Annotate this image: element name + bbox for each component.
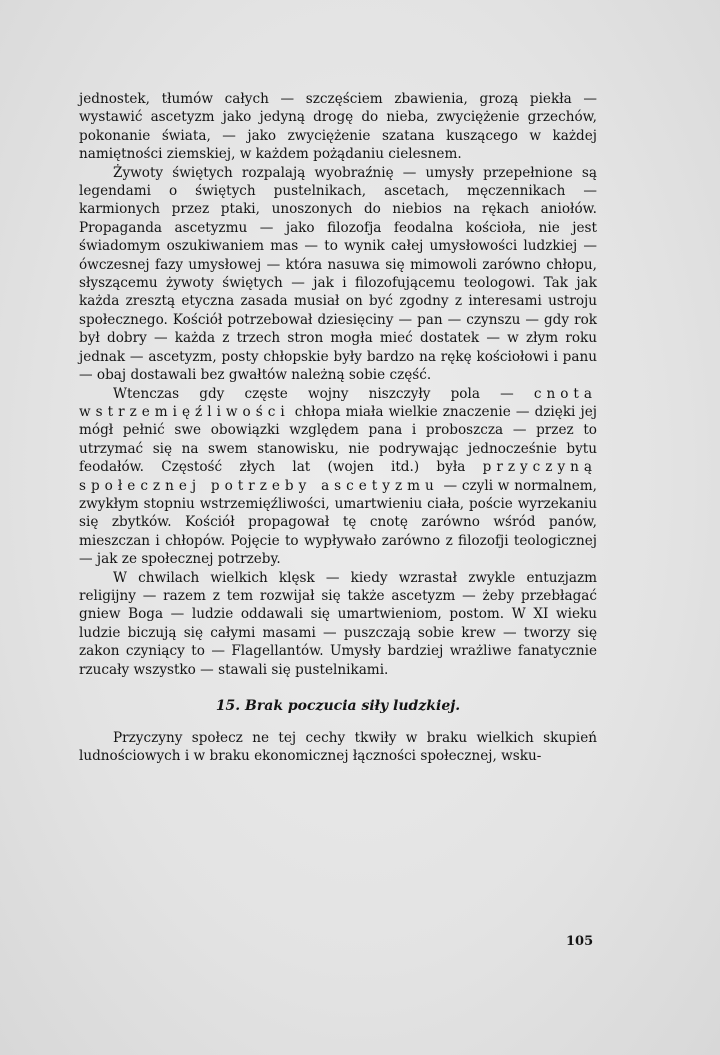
paragraph-w-chwilach: W chwilach wielkich klęsk — kiedy wzrastał zwykle entuzjazm religijny — razem z tem rozwijał się także ascetyzm — żeby przebłagać gniew Boga — ludzie oddawali się umartwieniom, postom. W XI wieku ludzie biczują się całymi masami — puszczają sobie krew — tworzy się zakon czyniący to — Flagellantów. Umysły bardziej wrażliwe fanatycznie rzucały wszystko — stawali się pustelnikami. xyxy=(79,569,597,678)
paragraph-zywoty-swietych: Żywoty świętych rozpalają wyobraźnię — umysły przepełnione są legendami o świętych pustelnikach, ascetach, męczennikach — karmionych przez ptaki, unoszonych do niebios na rękach aniołów. Propaganda ascetyzmu — jako filozofja feodalna kościoła, nie jest świadomym oszukiwaniem mas — to wynik całej umysłowości ludzkiej — ówczesnej fazy umysłowej — która nasuwa się mimowoli zarówno chłopu, słyszącemu żywoty świętych — jak i filozofującemu teologowi. Tak jak każda zresztą etyczna zasada musiał on być zgodny z interesami ustroju społecznego. Kościół potrzebował dziesięciny — pan — czynszu — gdy rok był dobry — każda z trzech stron mogła mieć dostatek — w złym roku jednak — ascetyzm, posty chłopskie były bardzo na rękę kościołowi i panu — obaj dostawali bez gwałtów należną sobie część. xyxy=(79,164,597,384)
paragraph-text-segment: chłopa miała wielkie znaczenie — dzięki jej mógł pełnić swe obowiązki względem pana i proboszcza — przez to utrzymać się na swem stanowisku, nie podrywając jednocześnie bytu feodałów. Częstość złych lat (wojen itd.) była xyxy=(79,403,597,476)
paragraph-text-segment: Wtenczas gdy częste wojny niszczyły pola — xyxy=(113,385,534,402)
page-number: 105 xyxy=(566,934,594,949)
paragraph-wtenczas xyxy=(79,385,597,569)
paragraph-continued: jednostek, tłumów całych — szczęściem zbawienia, grozą piekła — wystawić ascetyzm jako jedyną drogę do nieba, zwyciężenie grzechów, pokonanie świata, — jako zwyciężenie szatana kuszącego w każdej namiętności ziemskiej, w każdem pożądaniu cielesnem. xyxy=(79,91,597,163)
page-body-text xyxy=(79,90,597,766)
emphasized-phrase-przyczyna: przyczyną społecznej potrzeby ascetyzmu xyxy=(79,459,597,494)
paragraph-przyczyny: Przyczyny społecz ne tej cechy tkwiły w braku wielkich skupień ludnościowych i w braku ekonomicznej łączności społecznej, wsku- xyxy=(79,730,597,765)
paragraph-text-segment: — czyli w normalnem, zwykłym stopniu wstrzemięźliwości, umartwieniu ciała, poście wyrzekaniu się zbytków. Kościół propagował tę cnotę zarówno wśród panów, mieszczan i chłopów. Pojęcie to wypływało zarówno z filozofji teologicznej — jak ze społecznej potrzeby. xyxy=(79,477,597,568)
emphasized-phrase-cnota: cnota wstrzemięźliwości xyxy=(79,385,597,420)
section-heading: 15. Brak poczucia siły ludzkiej. xyxy=(215,698,461,714)
